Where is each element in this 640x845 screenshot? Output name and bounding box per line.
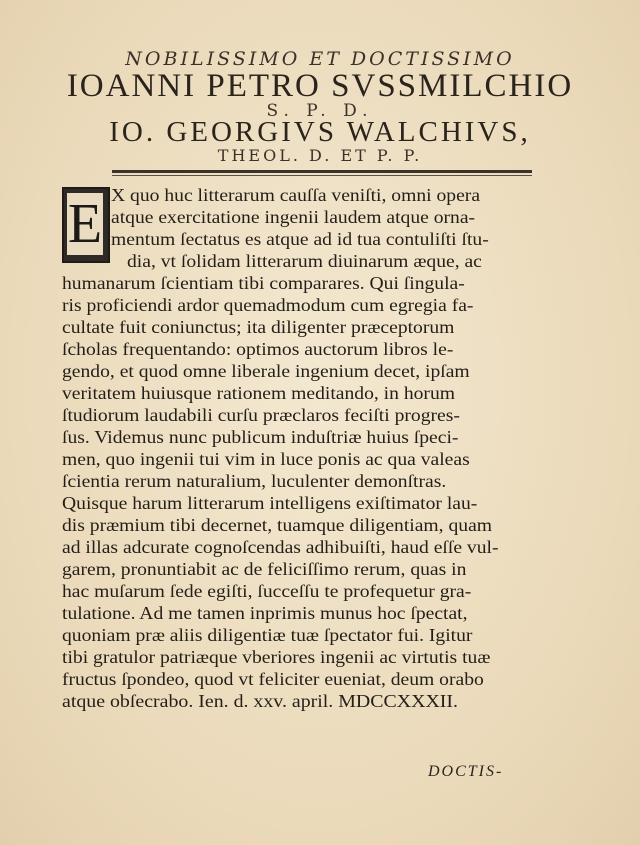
body-line: ſus. Videmus nunc publicum induſtriæ huius ſpeci- — [62, 427, 459, 447]
body-line: ad illas adcurate cognoſcendas adhibuiſti, haud eſſe vul- — [62, 537, 499, 557]
body-line: ſcientia rerum naturalium, luculenter demonſtras. — [62, 471, 447, 491]
body-line: mentum ſectatus es atque ad id tua contuliſti ſtu- — [111, 229, 489, 249]
body-line: tulatione. Ad me tamen inprimis munus hoc ſpectat, — [62, 603, 468, 623]
body-line: dia, vt ſolidam litterarum diuinarum æque, ac — [127, 251, 482, 271]
body-line: atque exercitatione ingenii laudem atque orna- — [111, 207, 476, 227]
author-title: THEOL. D. ET P. P. — [217, 146, 423, 165]
heading-rule-thin — [112, 175, 532, 176]
body-line: tibi gratulor patriæque vberiores ingenii ac virtutis tuæ — [62, 647, 491, 667]
body-line: ris proficiendi ardor quemadmodum cum egregia fa- — [62, 295, 474, 315]
body-line: Quisque harum litterarum intelligens exiſtimator lau- — [62, 493, 478, 513]
author-name: IO. GEORGIVS WALCHIVS, — [109, 116, 531, 148]
drop-cap-letter: E — [67, 193, 103, 255]
body-line: gendo, et quod omne liberale ingenium decet, ipſam — [62, 361, 470, 381]
body-line: cultate fuit coniunctus; ita diligenter præceptorum — [62, 317, 455, 337]
body-line: ſtudiorum laudabili curſu præclaros feciſti progres- — [62, 405, 460, 425]
body-line: humanarum ſcientiam tibi comparares. Qui ſingula- — [62, 273, 465, 293]
body-line: dis præmium tibi decernet, tuamque diligentiam, quam — [62, 515, 493, 535]
catchword: DOCTIS- — [428, 763, 504, 780]
salutation: S. P. D. — [266, 101, 374, 121]
body-line: ſcholas frequentando: optimos auctorum libros le- — [62, 339, 454, 359]
recipient-name: IOANNI PETRO SVSSMILCHIO — [66, 68, 574, 104]
body-line: fructus ſpondeo, quod vt feliciter eueniat, deum orabo — [62, 669, 484, 689]
dedication-line: NOBILISSIMO ET DOCTISSIMO — [125, 48, 515, 70]
body-line: atque obſecrabo. Ien. d. xxv. april. MDCCXXXII. — [62, 691, 458, 711]
heading-rule — [112, 170, 532, 173]
body-line: garem, pronuntiabit ac de feliciſſimo rerum, quas in — [62, 559, 467, 579]
body-line: veritatem huiusque rationem meditando, in horum — [62, 383, 455, 403]
body-line: hac muſarum ſede egiſti, ſucceſſu te profequetur gra- — [62, 581, 472, 601]
drop-cap-frame — [62, 187, 110, 263]
body-line: X quo huc litterarum cauſſa veniſti, omni opera — [111, 185, 481, 205]
body-line: quoniam præ aliis diligentiæ tuæ ſpectator fui. Igitur — [62, 625, 473, 645]
body-line: men, quo ingenii tui vim in luce ponis ac qua valeas — [62, 449, 470, 469]
